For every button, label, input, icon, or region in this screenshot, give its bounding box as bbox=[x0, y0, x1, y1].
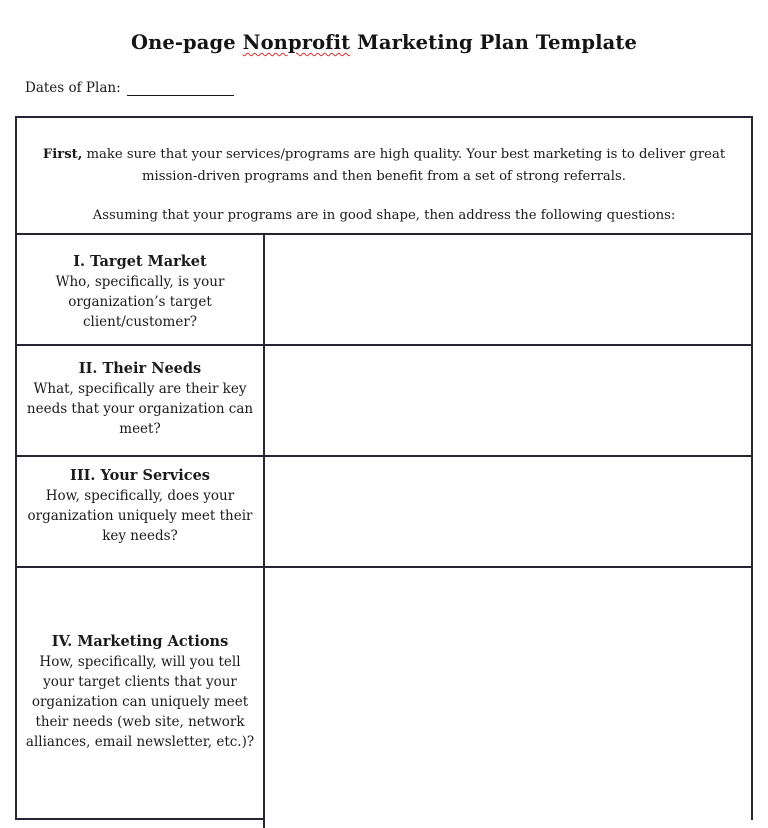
section-row-their-needs bbox=[17, 346, 751, 457]
plan-table bbox=[15, 116, 753, 820]
intro-lead-text: make sure that your services/programs are high quality. Your best marketing is to deliver great mission-driven programs and then benefit from a set of strong referrals. bbox=[82, 147, 726, 184]
section-row-your-services bbox=[17, 457, 751, 568]
section-question: Who, specifically, is your organization’s target client/customer? bbox=[55, 274, 225, 330]
section-heading: III. Your Services bbox=[70, 467, 210, 484]
title-flagged-word: Nonprofit bbox=[242, 31, 351, 54]
section-question: What, specifically are their key needs that your organization can meet? bbox=[26, 381, 254, 437]
section-heading: II. Their Needs bbox=[78, 360, 202, 377]
section-answer-cell[interactable] bbox=[265, 457, 751, 566]
intro-paragraph bbox=[17, 144, 751, 188]
dates-of-plan bbox=[25, 80, 234, 96]
section-question: How, specifically, does your organization uniquely meet their key needs? bbox=[27, 488, 253, 544]
intro-lead-bold: First, bbox=[42, 147, 83, 162]
section-answer-cell[interactable] bbox=[265, 568, 751, 828]
section-label-cell bbox=[17, 568, 265, 828]
intro-follow-up: Assuming that your programs are in good shape, then address the following questions: bbox=[92, 208, 676, 223]
section-label-cell bbox=[17, 457, 265, 566]
section-question: How, specifically, will you tell your target clients that your organization can uniquely meet their needs (web site, network alliances, email newsletter, etc.)? bbox=[25, 654, 255, 750]
document-title bbox=[0, 31, 768, 54]
section-answer-cell[interactable] bbox=[265, 235, 751, 344]
section-heading: I. Target Market bbox=[73, 253, 207, 270]
title-suffix: Marketing Plan Template bbox=[350, 31, 637, 54]
section-row-marketing-actions bbox=[17, 568, 751, 828]
intro-cell bbox=[17, 118, 751, 235]
dates-field[interactable] bbox=[127, 81, 234, 96]
section-label-cell bbox=[17, 235, 265, 344]
title-prefix: One-page bbox=[130, 31, 243, 54]
section-row-target-market bbox=[17, 235, 751, 346]
section-label-cell bbox=[17, 346, 265, 455]
section-answer-cell[interactable] bbox=[265, 346, 751, 455]
section-heading: IV. Marketing Actions bbox=[51, 633, 229, 650]
dates-label: Dates of Plan: bbox=[25, 80, 121, 96]
